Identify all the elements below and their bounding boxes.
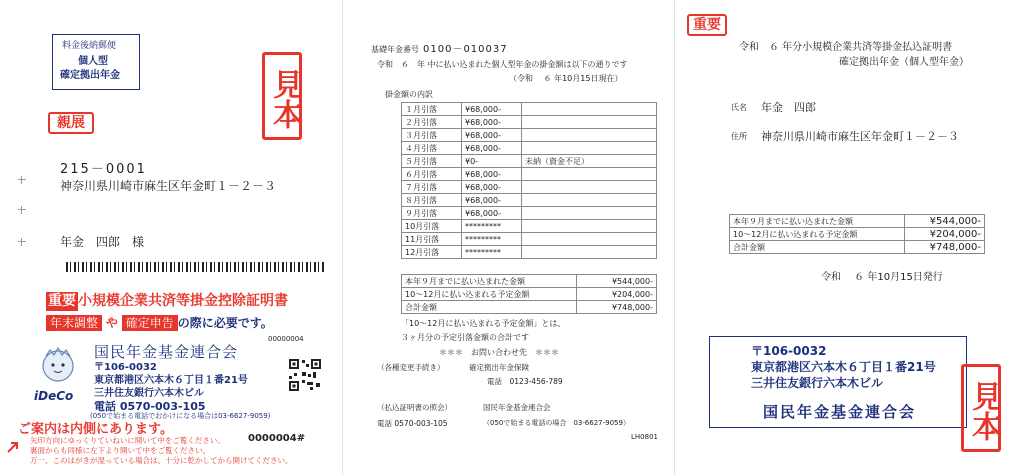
month-note: 未納（資金不足） [522, 155, 657, 168]
cert-summary-label: 合計金額 [730, 241, 905, 254]
intro-text: 令和 ６ 年 中に払い込まれた個人型年金の掛金額は以下の通りです [377, 60, 628, 69]
month-label: ３月引落 [402, 129, 462, 142]
month-label: ７月引落 [402, 181, 462, 194]
name-label: 氏名 [731, 103, 747, 112]
recipient-address: 神奈川県川崎市麻生区年金町１－２－３ [60, 179, 277, 193]
month-amount: ********* [462, 246, 522, 259]
month-row [402, 129, 657, 142]
cert-summary-label: 10～12月に払い込まれる予定金額 [730, 228, 905, 241]
certificate-inquiry-tel2: （050で始まる電話の場合 03-6627-9059） [483, 419, 630, 427]
title-important-badge: 重要 [48, 293, 76, 309]
insured-address: 神奈川県川崎市麻生区年金町１－２－３ [761, 130, 959, 143]
cert-summary-amount: ¥748,000- [905, 241, 985, 254]
ideco-mascot-icon [36, 344, 80, 384]
guide-mark [18, 238, 26, 246]
change-procedure-label: （各種変更手続き） [377, 363, 445, 372]
postage-line2: 個人型 [78, 56, 108, 67]
contribution-summary-table [401, 274, 657, 314]
month-amount: ********* [462, 233, 522, 246]
cert-summary-label: 本年９月までに払い込まれた金額 [730, 215, 905, 228]
month-label: ４月引落 [402, 142, 462, 155]
cert-summary-row [730, 215, 985, 228]
inner-notice: ご案内は内側にあります。 [18, 422, 173, 437]
month-note [522, 246, 657, 259]
month-amount: ¥68,000- [462, 194, 522, 207]
certificate-summary-table [729, 214, 985, 254]
month-note [522, 129, 657, 142]
month-row [402, 181, 657, 194]
certificate-panel [674, 0, 1024, 475]
month-row [402, 168, 657, 181]
month-label: 12月引落 [402, 246, 462, 259]
summary-label: 合計金額 [402, 301, 577, 314]
sender-postal: 〒106-0032 [751, 344, 827, 358]
certificate-inquiry-org: 国民年金基金連合会 [483, 403, 551, 412]
tax-return-tag: 確定申告 [122, 315, 178, 331]
guide-mark [18, 206, 26, 214]
note-line-1: 「10～12月に払い込まれる予定金額」とは、 [401, 319, 566, 328]
sender-address1: 東京都港区六本木６丁目１番21号 [751, 360, 936, 374]
summary-amount: ¥544,000- [577, 275, 657, 288]
month-note [522, 142, 657, 155]
change-procedure-tel: 電話 0123-456-789 [487, 377, 563, 386]
certificate-inquiry-label: （払込証明書の照会） [377, 403, 452, 412]
month-row [402, 246, 657, 259]
customer-barcode [66, 262, 324, 272]
usage-mid: や [105, 316, 118, 330]
month-row [402, 103, 657, 116]
cert-summary-row [730, 241, 985, 254]
monthly-contribution-table [401, 102, 657, 259]
month-label: ６月引落 [402, 168, 462, 181]
document-code: LH0801 [631, 433, 658, 441]
month-row [402, 220, 657, 233]
sender-address2: 三井住友銀行六本木ビル [751, 376, 884, 390]
important-stamp: 重要 [687, 14, 727, 36]
summary-label: 本年９月までに払い込まれた金額 [402, 275, 577, 288]
open-instruction-3: 万一、このはがきが湿っている場合は、十分に乾かしてから開けてください。 [30, 456, 293, 465]
month-amount: ¥68,000- [462, 116, 522, 129]
month-amount: ¥0- [462, 155, 522, 168]
ideco-logo: iDeCo [34, 389, 74, 403]
month-note [522, 181, 657, 194]
certificate-title: 令和 ６ 年分小規模企業共済等掛金払込証明書 [739, 42, 953, 53]
cert-summary-amount: ¥544,000- [905, 215, 985, 228]
sample-stamp-2: 見本 [961, 364, 1001, 452]
usage-line [46, 314, 273, 331]
summary-row [402, 288, 657, 301]
month-note [522, 220, 657, 233]
postcard-front-panel [0, 0, 338, 475]
change-procedure-org: 確定拠出年金保険 [469, 363, 529, 372]
summary-amount: ¥204,000- [577, 288, 657, 301]
org-postal: 〒106-0032 [94, 362, 157, 373]
recipient-name: 年金 四郎 様 [60, 235, 145, 249]
note-line-2: ３ヶ月分の予定引落金額の合計です [401, 333, 529, 342]
month-amount: ¥68,000- [462, 168, 522, 181]
summary-row [402, 301, 657, 314]
open-instruction-1: 矢印方向にゆっくりていねいに開いて中をご覧ください。 [30, 436, 225, 445]
sender-org: 国民年金基金連合会 [763, 403, 917, 421]
month-note [522, 207, 657, 220]
month-label: ２月引落 [402, 116, 462, 129]
serial-big: 0000004# [248, 433, 306, 444]
summary-row [402, 275, 657, 288]
month-note [522, 168, 657, 181]
month-row [402, 142, 657, 155]
certificate-inquiry-tel: 電話 0570-003-105 [377, 419, 448, 428]
month-amount: ¥68,000- [462, 142, 522, 155]
shinten-stamp: 親展 [48, 112, 94, 134]
month-row [402, 233, 657, 246]
month-note [522, 116, 657, 129]
pension-number: 0100－010037 [423, 44, 508, 55]
org-address1: 東京都港区六本木６丁目１番21号 [94, 375, 248, 386]
month-row [402, 194, 657, 207]
month-label: ９月引落 [402, 207, 462, 220]
cert-summary-amount: ¥204,000- [905, 228, 985, 241]
certificate-subtitle: 確定拠出年金（個人型年金） [839, 57, 969, 68]
open-instruction-2: 裏面からも同様に左下より開いて中をご覧ください。 [30, 446, 210, 455]
org-telephone-note: (050で始まる電話でおかけになる場合は03-6627-9059) [90, 412, 271, 420]
month-row [402, 207, 657, 220]
month-amount: ¥68,000- [462, 181, 522, 194]
postage-line3: 確定拠出年金 [60, 70, 120, 81]
month-label: ８月引落 [402, 194, 462, 207]
month-amount: ¥68,000- [462, 207, 522, 220]
org-name: 国民年金基金連合会 [94, 343, 239, 361]
title-banner [46, 290, 288, 309]
qr-code-icon [288, 358, 322, 392]
contribution-details-panel [342, 0, 670, 475]
cert-summary-row [730, 228, 985, 241]
serial-small: 00000004 [268, 335, 304, 343]
summary-label: 10～12月に払い込まれる予定金額 [402, 288, 577, 301]
postage-line1: 料金後納郵便 [62, 41, 117, 51]
year-end-tag: 年末調整 [46, 315, 102, 331]
pension-number-label: 基礎年金番号 [371, 45, 419, 54]
title-text: 小規模企業共済等掛金控除証明書 [78, 293, 288, 309]
summary-amount: ¥748,000- [577, 301, 657, 314]
address-label: 住所 [731, 132, 747, 141]
month-amount: ¥68,000- [462, 129, 522, 142]
month-label: １月引落 [402, 103, 462, 116]
org-address2: 三井住友銀行六本木ビル [94, 388, 204, 399]
contact-header: ＊＊＊ お問い合わせ先 ＊＊＊ [439, 348, 559, 357]
guide-mark [18, 176, 26, 184]
sample-stamp: 見本 [262, 52, 302, 140]
month-amount: ¥68,000- [462, 103, 522, 116]
month-note [522, 103, 657, 116]
month-note [522, 233, 657, 246]
month-row [402, 116, 657, 129]
month-row [402, 155, 657, 168]
org-telephone: 電話 0570-003-105 [94, 400, 206, 413]
month-amount: ********* [462, 220, 522, 233]
as-of-date: （令和 ６ 年10月15日現在） [509, 74, 623, 83]
issue-date: 令和 ６ 年10月15日発行 [821, 272, 943, 283]
arrow-up-right-icon [6, 440, 20, 454]
usage-end: の際に必要です。 [177, 316, 273, 330]
insured-name: 年金 四郎 [761, 101, 816, 114]
month-label: 10月引落 [402, 220, 462, 233]
breakdown-label: 掛金額の内訳 [385, 90, 433, 99]
month-label: ５月引落 [402, 155, 462, 168]
month-label: 11月引落 [402, 233, 462, 246]
month-note [522, 194, 657, 207]
recipient-postal: 215－0001 [60, 162, 147, 177]
